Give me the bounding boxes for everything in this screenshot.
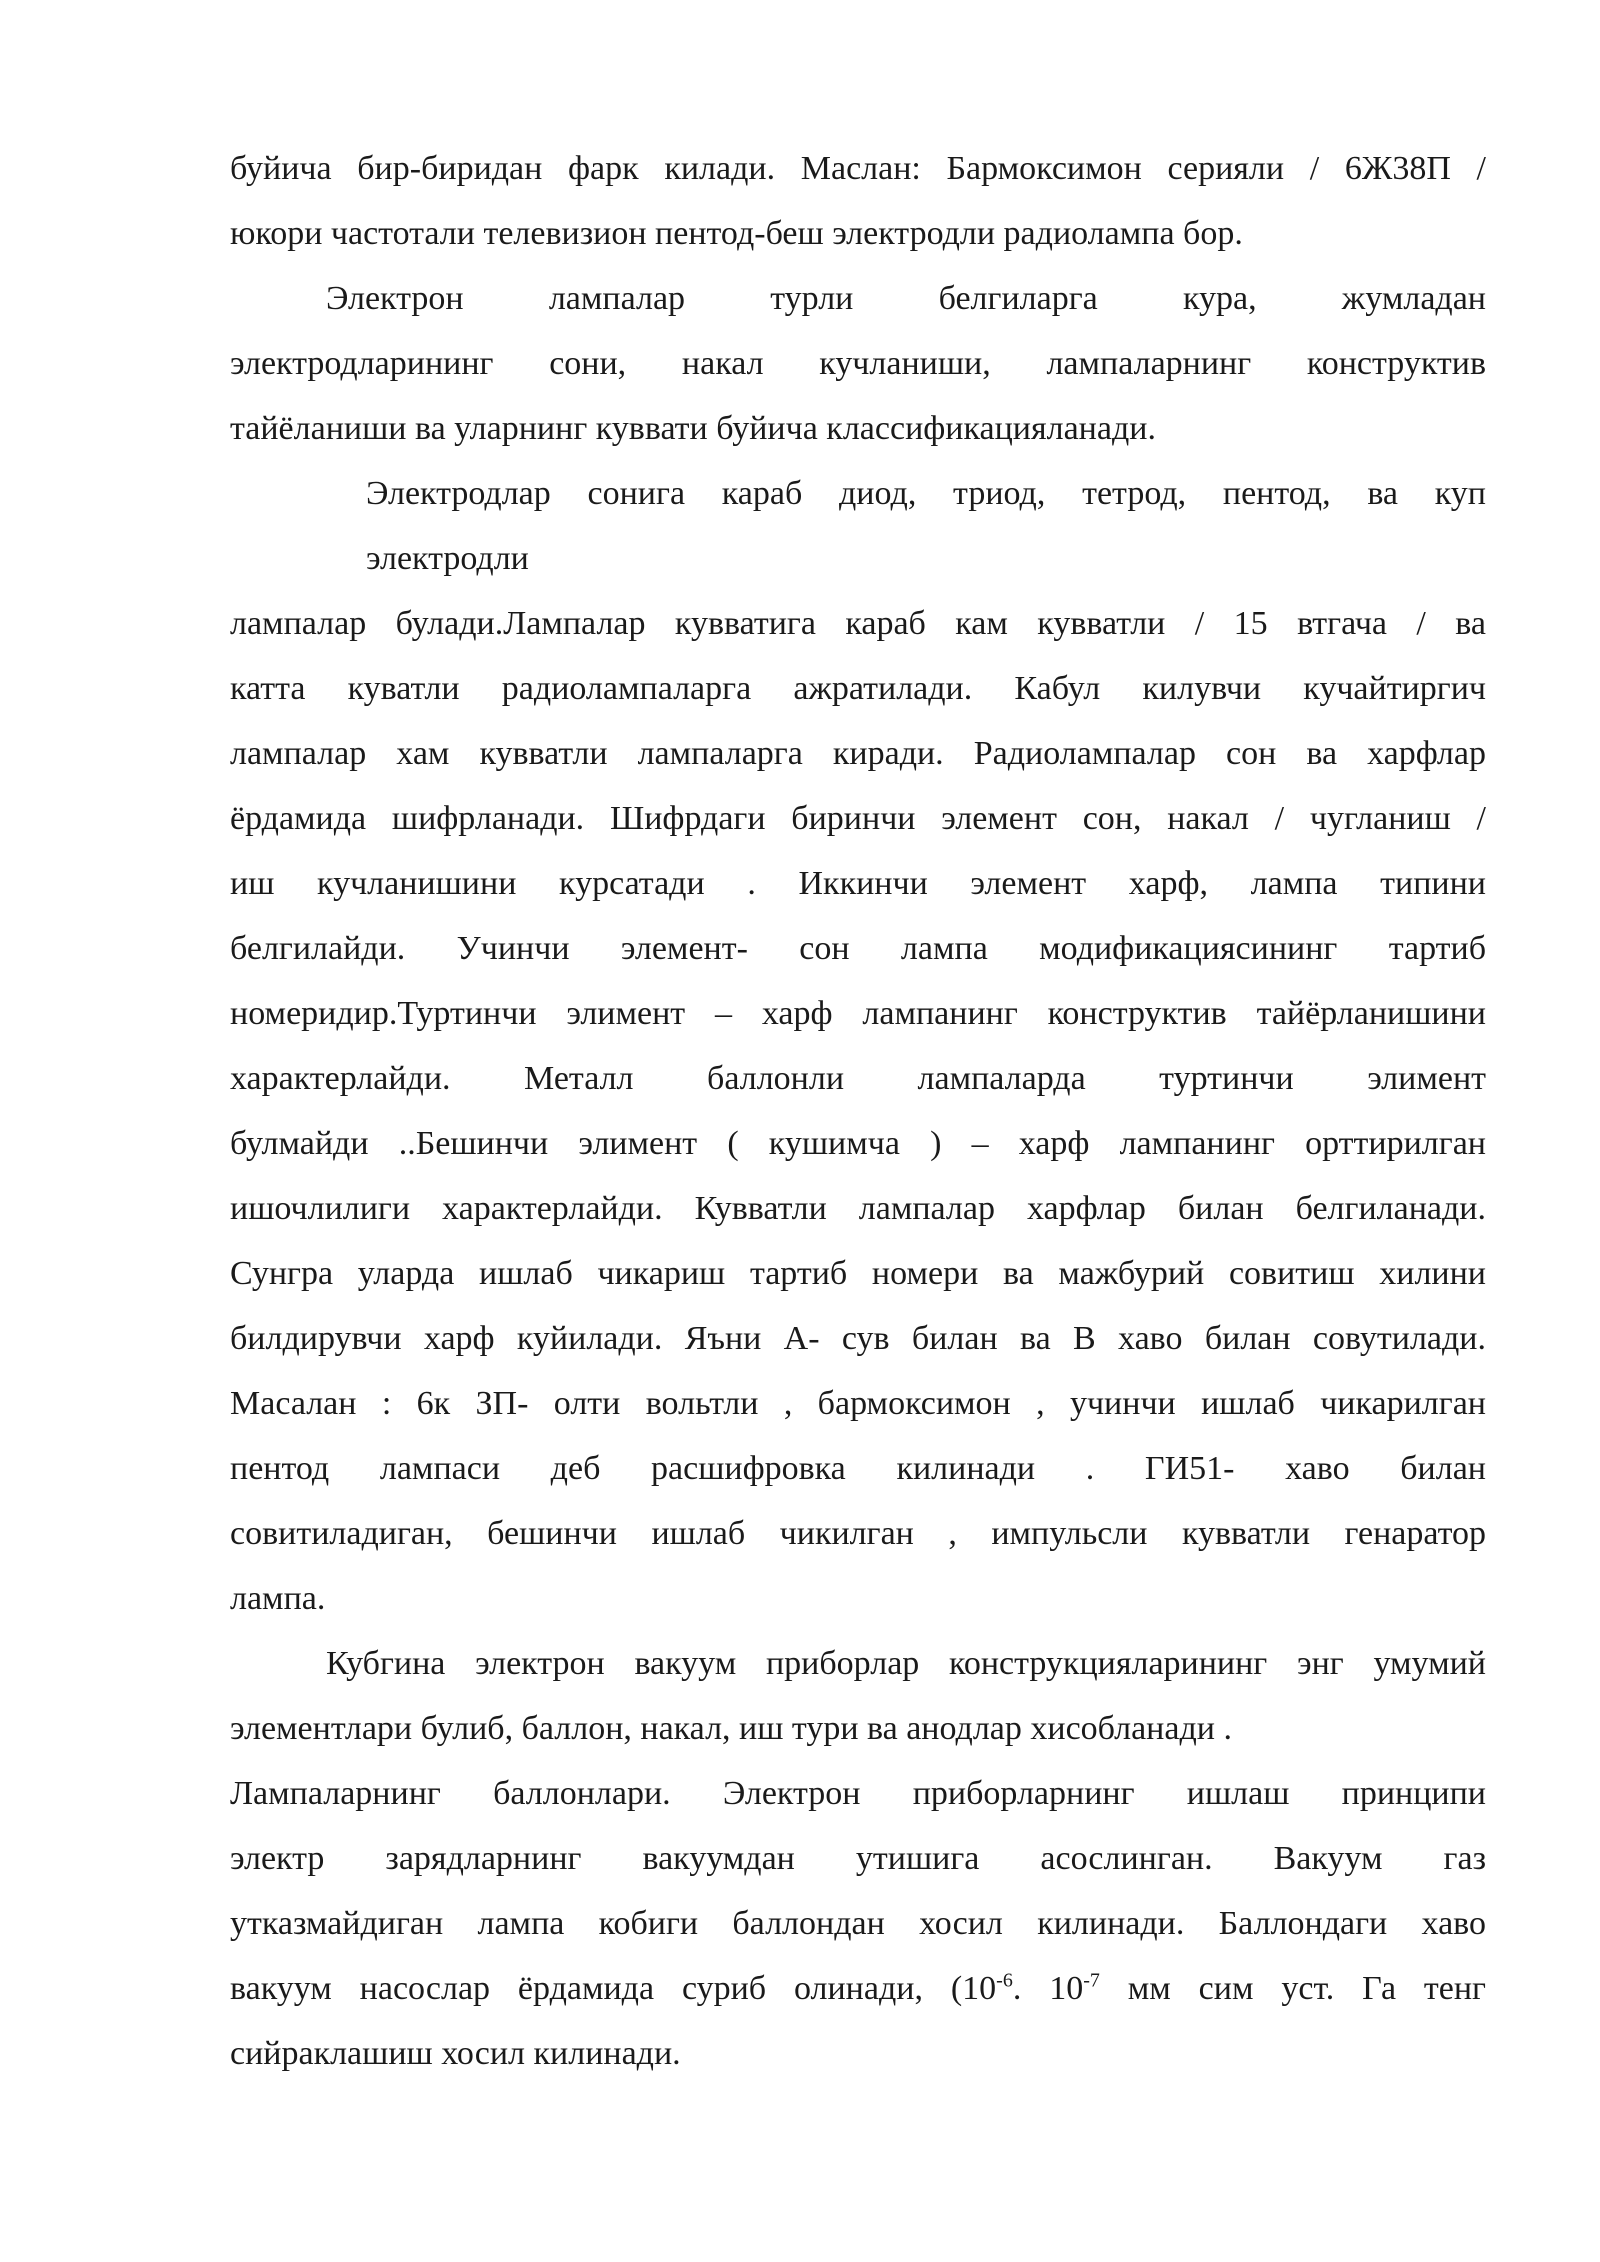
text-line: Сунгра уларда ишлаб чикариш тартиб номери ва мажбурий совитиш хилини (230, 1255, 1486, 1292)
text-line: Лампаларнинг баллонлари. Электрон приборларнинг ишлаш принципи (230, 1775, 1486, 1812)
text-line: буйича бир-биридан фарк килади. Маслан: Бармоксимон серияли / 6Ж38П / (230, 150, 1486, 187)
text-line: лампалар булади.Лампалар кувватига караб кам кувватли / 15 втгача / ва (230, 605, 1486, 642)
text-line: Кубгина электрон вакуум приборлар конструкцияларининг энг умумий (326, 1645, 1486, 1682)
text-line: белгилайди. Учинчи элемент- сон лампа модификациясининг тартиб (230, 930, 1486, 967)
text-line: булмайди ..Бешинчи элимент ( кушимча ) – харф лампанинг орттирилган (230, 1125, 1486, 1162)
text-line: электр зарядларнинг вакуумдан утишига асослинган. Вакуум газ (230, 1840, 1486, 1877)
text-line: Электродлар сонига караб диод, триод, тетрод, пентод, ва куп (366, 475, 1486, 512)
text-line: утказмайдиган лампа кобиги баллондан хосил килинади. Баллондаги хаво (230, 1905, 1486, 1942)
text-line: элементлари булиб, баллон, накал, иш тури ва анодлар хисобланади . (230, 1710, 1232, 1747)
text-line: электродли (366, 540, 529, 577)
text-line: лампа. (230, 1580, 326, 1617)
document-page (230, 136, 1486, 2086)
text-segment: . 10 (1012, 1970, 1084, 2007)
text-line: ишочлилиги характерлайди. Кувватли лампалар харфлар билан белгиланади. (230, 1190, 1486, 1227)
text-line: Электрон лампалар турли белгиларга кура, жумладан (326, 280, 1486, 317)
exponent: -7 (1083, 1969, 1100, 1992)
text-line: номеридир.Туртинчи элимент – харф лампанинг конструктив тайёрланишини (230, 995, 1486, 1032)
text-line: катта куватли радиолампаларга ажратилади. Кабул килувчи кучайтиргич (230, 670, 1486, 707)
text-line: тайёланиши ва уларнинг куввати буйича классификацияланади. (230, 410, 1156, 447)
text-line: сийраклашиш хосил килинади. (230, 2035, 681, 2072)
text-segment: мм сим уст. Га тенг (1099, 1970, 1486, 2007)
text-line-with-exponents (230, 1956, 1486, 2021)
text-line: Масалан : 6к ЗП- олти вольтли , бармоксимон , учинчи ишлаб чикарилган (230, 1385, 1486, 1422)
text-line: иш кучланишини курсатади . Иккинчи элемент харф, лампа типини (230, 865, 1486, 902)
exponent: -6 (996, 1969, 1013, 1992)
text-segment: вакуум насослар ёрдамида суриб олинади, (10 (230, 1970, 997, 2007)
text-line: лампалар хам кувватли лампаларга киради. Радиолампалар сон ва харфлар (230, 735, 1486, 772)
text-line: электродларининг сони, накал кучланиши, лампаларнинг конструктив (230, 345, 1486, 382)
text-line: характерлайди. Металл баллонли лампаларда туртинчи элимент (230, 1060, 1486, 1097)
text-line: билдирувчи харф куйилади. Яъни А- сув билан ва В хаво билан совутилади. (230, 1320, 1486, 1357)
text-line: ёрдамида шифрланади. Шифрдаги биринчи элемент сон, накал / чугланиш / (230, 800, 1486, 837)
text-line: совитиладиган, бешинчи ишлаб чикилган , импульсли кувватли генаратор (230, 1515, 1486, 1552)
text-line: пентод лампаси деб расшифровка килинади . ГИ51- хаво билан (230, 1450, 1486, 1487)
text-line: юкори частотали телевизион пентод-беш электродли радиолампа бор. (230, 215, 1243, 252)
